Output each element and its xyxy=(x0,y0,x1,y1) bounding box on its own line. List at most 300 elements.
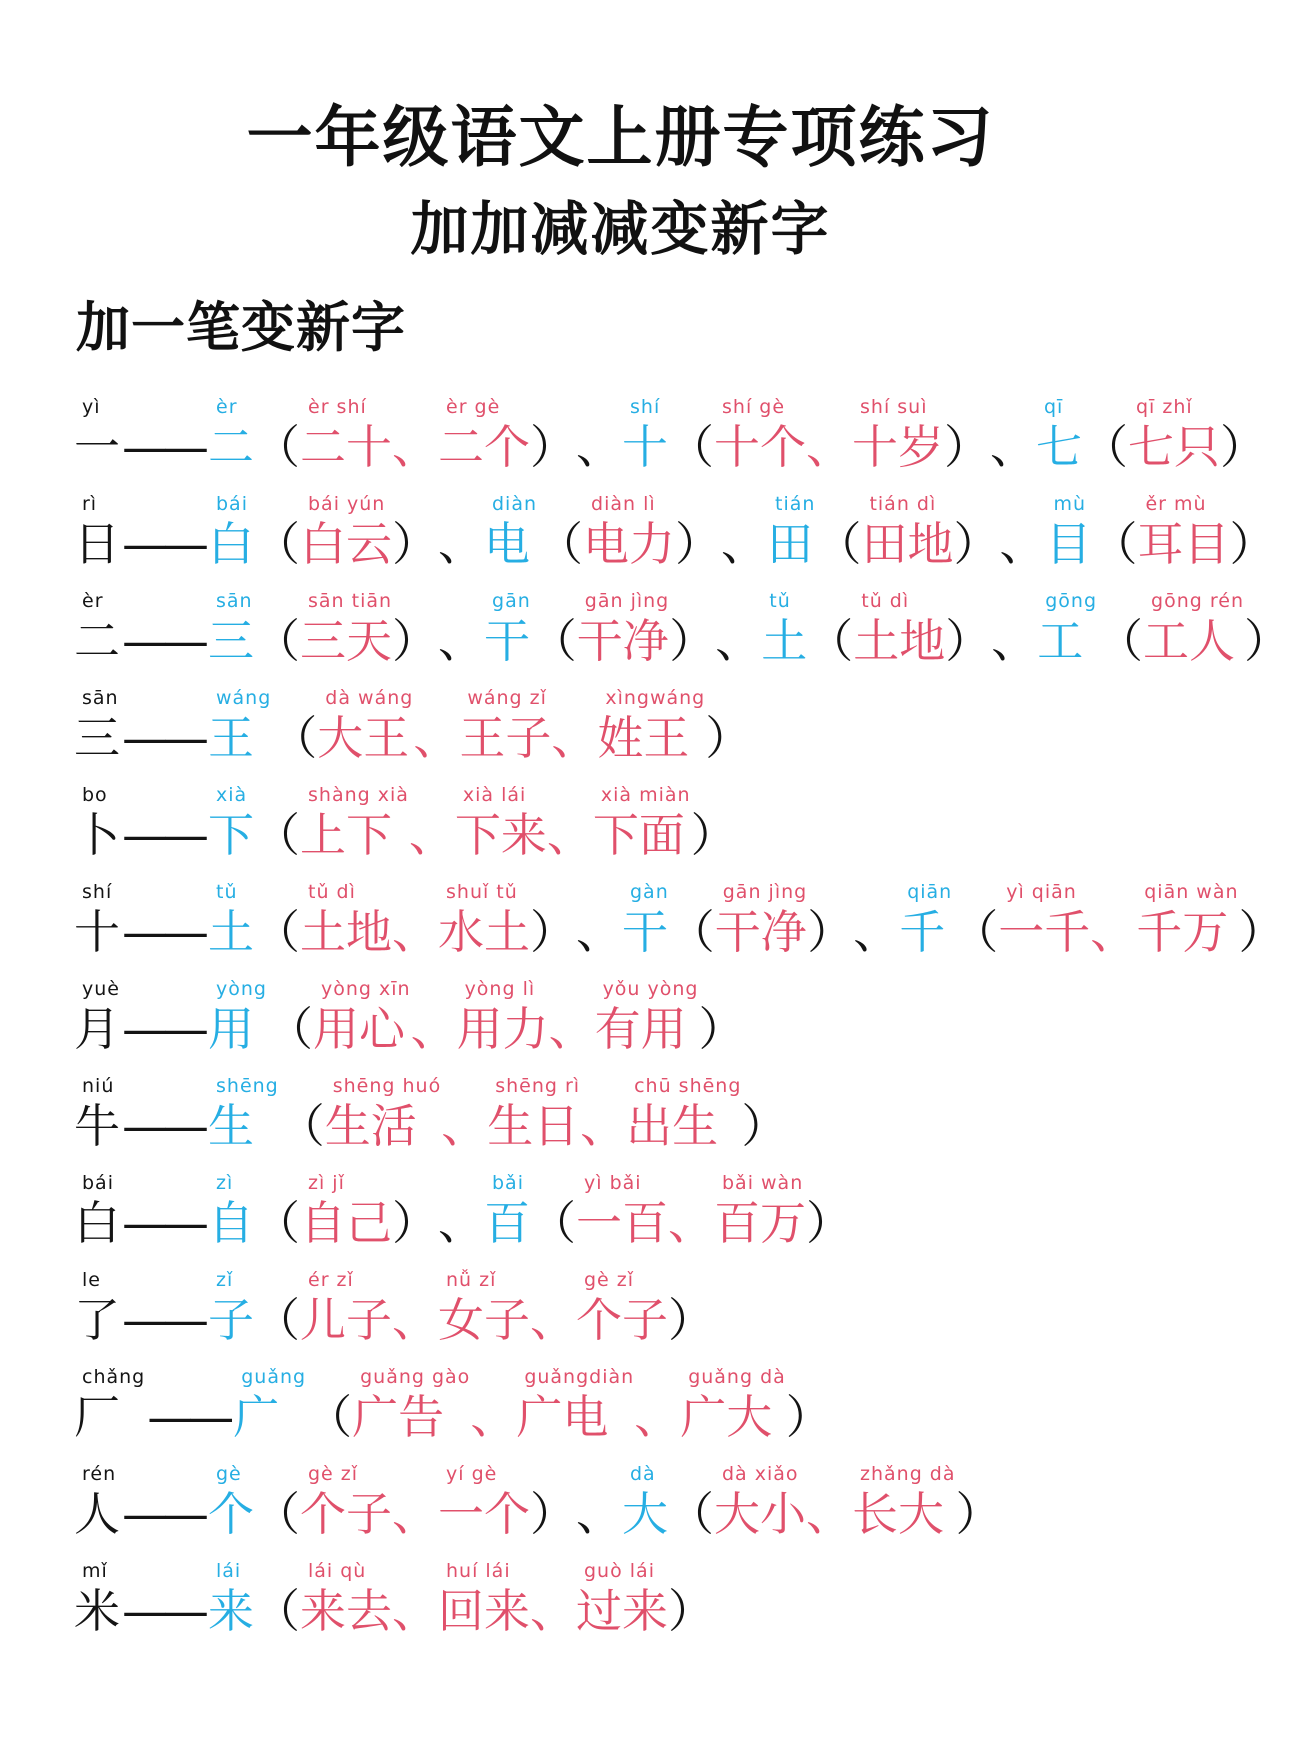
pinyin-spacer xyxy=(306,1365,314,1389)
open-paren: （ xyxy=(306,1390,353,1444)
open-paren-wrap xyxy=(271,686,317,766)
new-char xyxy=(208,1559,254,1639)
source-char xyxy=(74,686,120,766)
close-paren-wrap xyxy=(668,1268,714,1348)
word-separator-wrap xyxy=(441,1074,487,1154)
open-paren-wrap xyxy=(537,492,583,572)
new-char xyxy=(208,395,254,475)
dash: —— xyxy=(122,1002,204,1056)
word xyxy=(714,1171,806,1251)
word-separator: 、 xyxy=(806,1487,852,1541)
separator-wrap xyxy=(721,492,767,572)
hanzi: 干 xyxy=(484,614,531,668)
pinyin-spacer xyxy=(267,977,275,1001)
pinyin-spacer xyxy=(668,1268,676,1292)
word-separator-wrap xyxy=(530,1268,576,1348)
pinyin: yì qiān xyxy=(1006,881,1077,903)
exercise-row xyxy=(74,1057,1204,1154)
new-char xyxy=(233,1365,306,1445)
hanzi: 目 xyxy=(1045,517,1092,571)
pinyin: shí suì xyxy=(860,396,928,418)
pinyin-spacer xyxy=(392,1462,400,1486)
word xyxy=(597,686,705,766)
pinyin-spacer xyxy=(806,1171,814,1195)
word xyxy=(715,880,807,960)
open-paren: （ xyxy=(271,711,318,765)
exercise-row xyxy=(74,1348,1204,1445)
pinyin-spacer xyxy=(120,783,128,807)
new-char xyxy=(1045,492,1091,572)
word-separator-wrap xyxy=(806,1462,852,1542)
word-separator: 、 xyxy=(392,1487,438,1541)
pinyin-spacer xyxy=(1220,395,1228,419)
source-char xyxy=(74,492,120,572)
close-paren-wrap xyxy=(956,1462,1002,1542)
hanzi: 七 xyxy=(1036,420,1082,474)
dash: —— xyxy=(122,1293,204,1347)
hanzi: 工 xyxy=(1037,614,1084,668)
pinyin-spacer xyxy=(120,977,128,1001)
open-paren: （ xyxy=(254,614,300,668)
hanzi: 田 xyxy=(767,517,814,571)
pinyin-spacer xyxy=(669,589,677,613)
word xyxy=(300,783,409,863)
hanzi: 土地 xyxy=(300,905,392,959)
pinyin: zì xyxy=(216,1172,234,1194)
open-paren-wrap xyxy=(1097,589,1143,669)
hanzi: 千 xyxy=(899,905,946,959)
word-separator-wrap xyxy=(1090,880,1136,960)
separator-wrap xyxy=(991,589,1037,669)
pinyin: niú xyxy=(82,1075,115,1097)
hanzi: 干净 xyxy=(576,614,669,668)
pinyin-spacer xyxy=(120,1171,128,1195)
hanzi: 来 xyxy=(208,1584,254,1638)
dash: —— xyxy=(122,420,204,474)
close-paren-wrap xyxy=(1229,492,1275,572)
pinyin: gè zǐ xyxy=(584,1269,635,1291)
word xyxy=(300,1462,392,1542)
dash: —— xyxy=(122,1196,204,1250)
pinyin: tǔ xyxy=(769,590,791,612)
dash: —— xyxy=(147,1390,230,1444)
separator: 、 xyxy=(438,517,484,571)
pinyin: qiān wàn xyxy=(1144,881,1239,903)
word-separator-wrap xyxy=(411,977,457,1057)
open-paren: （ xyxy=(278,1099,325,1153)
hanzi: 干 xyxy=(622,905,668,959)
word xyxy=(300,1268,392,1348)
open-paren: （ xyxy=(815,517,862,571)
exercise-row xyxy=(74,1154,1204,1251)
dash-wrap xyxy=(120,1268,208,1348)
word-separator-wrap xyxy=(392,1559,438,1639)
word xyxy=(457,977,549,1057)
open-paren: （ xyxy=(530,1196,576,1250)
open-paren-wrap xyxy=(267,977,313,1057)
hanzi: 电力 xyxy=(583,517,676,571)
pinyin: èr gè xyxy=(446,396,501,418)
pinyin-spacer xyxy=(741,1074,749,1098)
pinyin: guǎng xyxy=(241,1366,307,1388)
hanzi: 百 xyxy=(484,1196,530,1250)
hanzi: 十岁 xyxy=(852,420,944,474)
word-separator-wrap xyxy=(470,1365,516,1445)
hanzi: 用心 xyxy=(312,1002,405,1056)
open-paren: （ xyxy=(254,808,300,862)
pinyin: bǎi xyxy=(492,1172,524,1194)
section-heading: 加一笔变新字 xyxy=(76,296,406,359)
hanzi: 白 xyxy=(208,517,254,571)
pinyin-spacer xyxy=(120,1268,128,1292)
pinyin-spacer xyxy=(530,1462,538,1486)
pinyin-spacer xyxy=(691,783,699,807)
pinyin: shí xyxy=(82,881,113,903)
pinyin: tián dì xyxy=(869,493,937,515)
word xyxy=(1137,492,1229,572)
close-paren-wrap xyxy=(530,1462,576,1542)
dash: —— xyxy=(122,711,204,765)
pinyin: dà xiǎo xyxy=(722,1463,799,1485)
pinyin-spacer xyxy=(441,1074,449,1098)
separator: 、 xyxy=(990,420,1036,474)
word xyxy=(852,1462,956,1542)
open-paren: （ xyxy=(266,1002,313,1056)
separator-wrap xyxy=(576,395,622,475)
new-char xyxy=(208,880,254,960)
pinyin: ěr mù xyxy=(1145,493,1207,515)
pinyin-spacer xyxy=(120,1074,128,1098)
word-separator: 、 xyxy=(408,808,455,862)
word-separator-wrap xyxy=(413,686,459,766)
pinyin: gè zǐ xyxy=(308,1463,359,1485)
dash-wrap xyxy=(120,1462,208,1542)
pinyin-spacer xyxy=(806,1462,814,1486)
pinyin-spacer xyxy=(956,1462,964,1486)
open-paren-wrap xyxy=(530,1171,576,1251)
pinyin-spacer xyxy=(271,686,279,710)
pinyin-spacer xyxy=(715,589,723,613)
pinyin-spacer xyxy=(721,492,729,516)
hanzi: 三 xyxy=(74,711,120,765)
close-paren: ） xyxy=(675,517,722,571)
pinyin: yòng xyxy=(216,978,267,1000)
hanzi: 回来 xyxy=(438,1584,530,1638)
word-separator-wrap xyxy=(668,1171,714,1251)
hanzi: 姓王 xyxy=(597,711,690,765)
hanzi: 自己 xyxy=(300,1196,392,1250)
close-paren-wrap xyxy=(691,783,737,863)
pinyin-spacer xyxy=(853,880,861,904)
word xyxy=(438,1462,530,1542)
hanzi: 米 xyxy=(74,1584,120,1638)
close-paren-wrap xyxy=(807,880,853,960)
close-paren: ） xyxy=(953,517,1000,571)
word xyxy=(325,1074,441,1154)
exercise-list xyxy=(74,378,1290,1639)
open-paren: （ xyxy=(254,1196,300,1250)
pinyin-spacer xyxy=(392,880,400,904)
new-char xyxy=(1037,589,1097,669)
pinyin-spacer xyxy=(576,1462,584,1486)
pinyin-spacer xyxy=(392,1559,400,1583)
pinyin: dà wáng xyxy=(325,687,414,709)
new-char xyxy=(208,492,254,572)
pinyin: wáng xyxy=(216,687,272,709)
pinyin-spacer xyxy=(1090,880,1098,904)
word xyxy=(576,1268,668,1348)
pinyin: zhǎng dà xyxy=(860,1463,956,1485)
word xyxy=(853,589,945,669)
open-paren-wrap xyxy=(254,1559,300,1639)
pinyin-spacer xyxy=(413,686,421,710)
close-paren-wrap xyxy=(669,589,715,669)
hanzi: 七只 xyxy=(1128,420,1220,474)
hanzi: 十个 xyxy=(714,420,806,474)
close-paren-wrap xyxy=(741,1074,787,1154)
pinyin-spacer xyxy=(254,783,262,807)
open-paren: （ xyxy=(254,517,300,571)
pinyin: tǔ xyxy=(216,881,238,903)
separator-wrap xyxy=(853,880,899,960)
open-paren-wrap xyxy=(254,880,300,960)
pinyin-spacer xyxy=(953,492,961,516)
pinyin: guǎng gào xyxy=(360,1366,471,1388)
exercise-row xyxy=(74,572,1290,669)
pinyin-spacer xyxy=(254,1268,262,1292)
pinyin-spacer xyxy=(576,395,584,419)
dash-wrap xyxy=(120,880,208,960)
hanzi: 卜 xyxy=(74,808,120,862)
hanzi: 三天 xyxy=(300,614,392,668)
page-subtitle: 加加减减变新字 xyxy=(410,195,831,263)
word xyxy=(583,492,675,572)
source-char xyxy=(74,977,120,1057)
close-paren: ） xyxy=(741,1099,788,1153)
hanzi: 广 xyxy=(233,1390,280,1444)
hanzi: 用 xyxy=(208,1002,254,1056)
pinyin: yì bǎi xyxy=(584,1172,642,1194)
pinyin-spacer xyxy=(668,395,676,419)
word xyxy=(438,1559,530,1639)
pinyin-spacer xyxy=(1229,492,1237,516)
open-paren-wrap xyxy=(254,1268,300,1348)
source-char xyxy=(74,1559,120,1639)
pinyin-spacer xyxy=(438,1171,446,1195)
hanzi: 儿子 xyxy=(300,1293,392,1347)
hanzi: 土地 xyxy=(853,614,946,668)
hanzi: 广电 xyxy=(516,1390,609,1444)
pinyin: bo xyxy=(82,784,108,806)
exercise-row xyxy=(74,863,1285,960)
close-paren-wrap xyxy=(806,1171,852,1251)
open-paren: （ xyxy=(254,1487,300,1541)
pinyin: yǒu yòng xyxy=(602,978,699,1000)
open-paren: （ xyxy=(668,420,714,474)
word xyxy=(1143,589,1244,669)
pinyin-spacer xyxy=(1097,589,1105,613)
close-paren-wrap xyxy=(392,589,438,669)
hanzi: 出生 xyxy=(626,1099,719,1153)
close-paren-wrap xyxy=(1244,589,1290,669)
word-separator: 、 xyxy=(392,1293,438,1347)
open-paren-wrap xyxy=(254,492,300,572)
hanzi: 十 xyxy=(622,420,668,474)
separator-wrap xyxy=(576,1462,622,1542)
pinyin-spacer xyxy=(254,395,262,419)
word-separator: 、 xyxy=(806,420,852,474)
word-separator-wrap xyxy=(392,880,438,960)
word xyxy=(487,1074,580,1154)
word xyxy=(300,1171,392,1251)
word-separator: 、 xyxy=(413,711,460,765)
dash-wrap xyxy=(120,1074,208,1154)
pinyin-spacer xyxy=(120,1462,128,1486)
word-separator-wrap xyxy=(392,1462,438,1542)
new-char xyxy=(1036,395,1082,475)
word-separator-wrap xyxy=(392,395,438,475)
hanzi: 牛 xyxy=(74,1099,120,1153)
hanzi: 女子 xyxy=(438,1293,530,1347)
pinyin-spacer xyxy=(551,686,559,710)
pinyin-spacer xyxy=(1244,589,1252,613)
pinyin: wáng zǐ xyxy=(467,687,547,709)
hanzi: 耳目 xyxy=(1137,517,1230,571)
new-char xyxy=(622,395,668,475)
word-separator-wrap xyxy=(806,395,852,475)
hanzi: 过来 xyxy=(576,1584,668,1638)
open-paren: （ xyxy=(530,614,577,668)
dash: —— xyxy=(122,517,204,571)
open-paren-wrap xyxy=(668,1462,714,1542)
pinyin-spacer xyxy=(392,589,400,613)
new-char xyxy=(767,492,815,572)
new-char xyxy=(208,1462,254,1542)
pinyin: qī zhǐ xyxy=(1136,396,1193,418)
pinyin-spacer xyxy=(392,1268,400,1292)
pinyin-spacer xyxy=(815,492,823,516)
pinyin-spacer xyxy=(675,492,683,516)
word xyxy=(680,1365,786,1445)
word-separator: 、 xyxy=(668,1196,714,1250)
page-title: 一年级语文上册专项练习 xyxy=(246,99,995,176)
pinyin: lái xyxy=(216,1560,242,1582)
word xyxy=(455,783,547,863)
new-char xyxy=(208,589,254,669)
open-paren-wrap xyxy=(952,880,998,960)
hanzi: 上下 xyxy=(300,808,392,862)
close-paren: ） xyxy=(1244,614,1290,668)
pinyin: shēng rì xyxy=(495,1075,581,1097)
hanzi: 王 xyxy=(208,711,254,765)
word xyxy=(595,977,699,1057)
dash: —— xyxy=(122,905,204,959)
close-paren-wrap xyxy=(530,880,576,960)
word-separator: 、 xyxy=(551,711,598,765)
open-paren: （ xyxy=(1097,614,1144,668)
exercise-row xyxy=(74,1251,1204,1348)
pinyin: xià miàn xyxy=(600,784,691,806)
close-paren: ） xyxy=(1238,905,1285,959)
close-paren-wrap xyxy=(945,589,991,669)
pinyin: dà xyxy=(630,1463,656,1485)
close-paren: ） xyxy=(392,1196,438,1250)
close-paren: ） xyxy=(698,1002,745,1056)
separator: 、 xyxy=(853,905,900,959)
word xyxy=(577,589,669,669)
pinyin: bǎi wàn xyxy=(722,1172,804,1194)
hanzi: 下来 xyxy=(454,808,547,862)
open-paren-wrap xyxy=(254,395,300,475)
word-separator: 、 xyxy=(441,1099,488,1153)
pinyin-spacer xyxy=(145,1365,153,1389)
hanzi: 来去 xyxy=(300,1584,392,1638)
open-paren-wrap xyxy=(531,589,577,669)
pinyin: lái qù xyxy=(308,1560,367,1582)
word xyxy=(438,1268,530,1348)
hanzi: 广告 xyxy=(352,1390,445,1444)
hanzi: 一千 xyxy=(998,905,1091,959)
word xyxy=(313,977,411,1057)
word-separator: 、 xyxy=(392,1584,438,1638)
pinyin-spacer xyxy=(254,1559,262,1583)
pinyin-spacer xyxy=(944,395,952,419)
pinyin-spacer xyxy=(634,1365,642,1389)
pinyin-spacer xyxy=(530,880,538,904)
hanzi: 生 xyxy=(208,1099,254,1153)
pinyin: guǎngdiàn xyxy=(524,1366,635,1388)
pinyin: xià lái xyxy=(462,784,527,806)
open-paren: （ xyxy=(668,905,715,959)
dash-wrap xyxy=(120,492,208,572)
pinyin: rén xyxy=(82,1463,117,1485)
separator-wrap xyxy=(715,589,761,669)
pinyin: sān xyxy=(216,590,253,612)
hanzi: 大小 xyxy=(714,1487,806,1541)
dash: —— xyxy=(122,1099,204,1153)
close-paren: ） xyxy=(530,905,576,959)
close-paren: ） xyxy=(944,420,990,474)
open-paren-wrap xyxy=(1091,492,1137,572)
pinyin-spacer xyxy=(120,492,128,516)
pinyin-spacer xyxy=(999,492,1007,516)
word xyxy=(861,492,953,572)
open-paren-wrap xyxy=(254,589,300,669)
pinyin-spacer xyxy=(120,589,128,613)
hanzi: 土 xyxy=(761,614,808,668)
hanzi: 自 xyxy=(208,1196,254,1250)
close-paren: ） xyxy=(785,1390,832,1444)
pinyin: rì xyxy=(82,493,98,515)
separator: 、 xyxy=(715,614,762,668)
pinyin-spacer xyxy=(698,977,706,1001)
dash: —— xyxy=(122,1487,204,1541)
pinyin: huí lái xyxy=(446,1560,511,1582)
separator-wrap xyxy=(438,1171,484,1251)
hanzi: 三 xyxy=(208,614,254,668)
hanzi: 了 xyxy=(74,1293,120,1347)
pinyin: qiān xyxy=(907,881,953,903)
pinyin-spacer xyxy=(254,589,262,613)
open-paren-wrap xyxy=(254,1462,300,1542)
word-separator-wrap xyxy=(549,977,595,1057)
close-paren: ） xyxy=(945,614,992,668)
pinyin-spacer xyxy=(668,1171,676,1195)
close-paren: ） xyxy=(530,1487,576,1541)
pinyin-spacer xyxy=(438,589,446,613)
pinyin-spacer xyxy=(392,395,400,419)
hanzi: 二个 xyxy=(438,420,530,474)
